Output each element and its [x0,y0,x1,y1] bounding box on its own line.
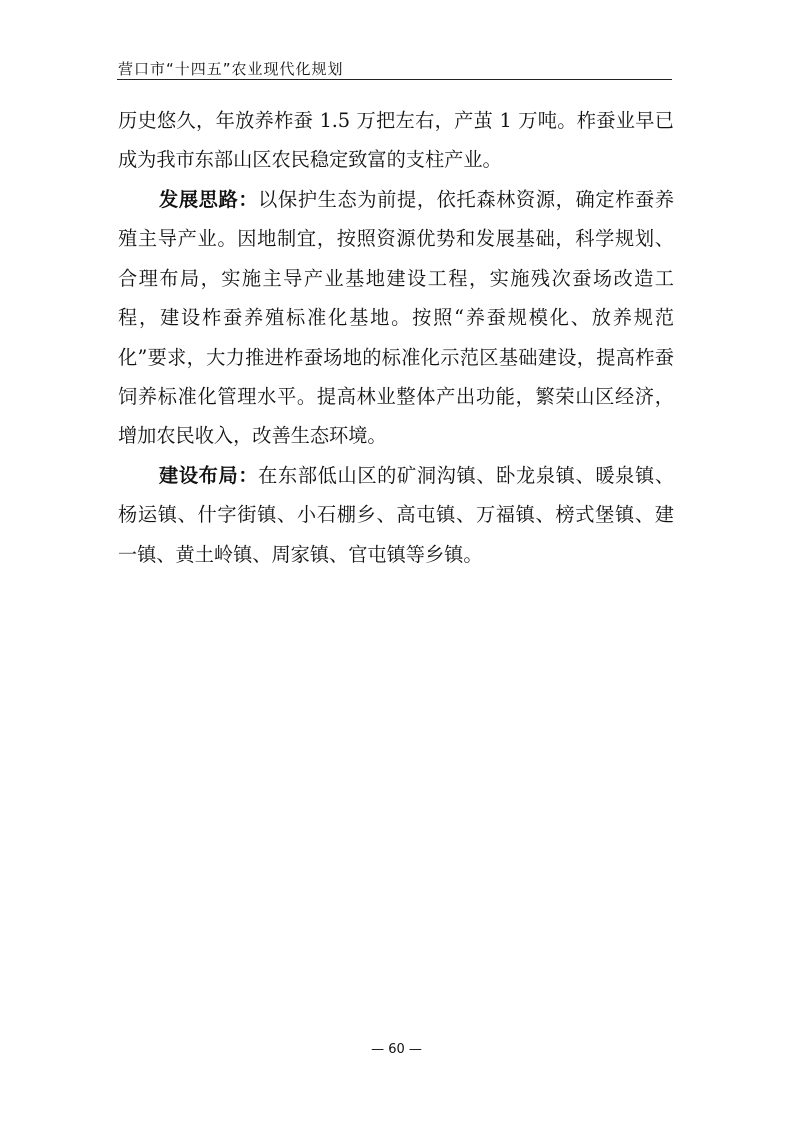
paragraph-text-development-approach: 以保护生态为前提，依托森林资源，确定柞蚕养殖主导产业。因地制宜，按照资源优势和发展基础，科学规划、合理布局，实施主导产业基地建设工程，实施残次蚕场改造工程，建设柞蚕养殖标准化基地。按照“养蚕规模化、放养规范化”要求，大力推进柞蚕场地的标准化示范区基础建设，提高柞蚕饲养标准化管理水平。提高林业整体产出功能，繁荣山区经济，增加农民收入，改善生态环境。 [118,188,675,448]
paragraph-construction-layout [118,456,674,574]
section-heading-development-approach: 发展思路： [159,188,259,211]
running-header: 营口市“十四五”农业现代化规划 [118,60,344,78]
header-divider [117,79,672,80]
page-number: — 60 — [371,1042,422,1057]
paragraph-development-approach [118,180,674,456]
paragraph-continued: 历史悠久，年放养柞蚕 1.5 万把左右，产茧 1 万吨。柞蚕业早已成为我市东部山区农民稳定致富的支柱产业。 [118,109,674,172]
section-heading-construction-layout: 建设布局： [159,464,259,487]
paragraph-text-construction-layout: 在东部低山区的矿洞沟镇、卧龙泉镇、暖泉镇、杨运镇、什字街镇、小石棚乡、高屯镇、万福镇、榜式堡镇、建一镇、黄土岭镇、周家镇、官屯镇等乡镇。 [118,464,675,566]
